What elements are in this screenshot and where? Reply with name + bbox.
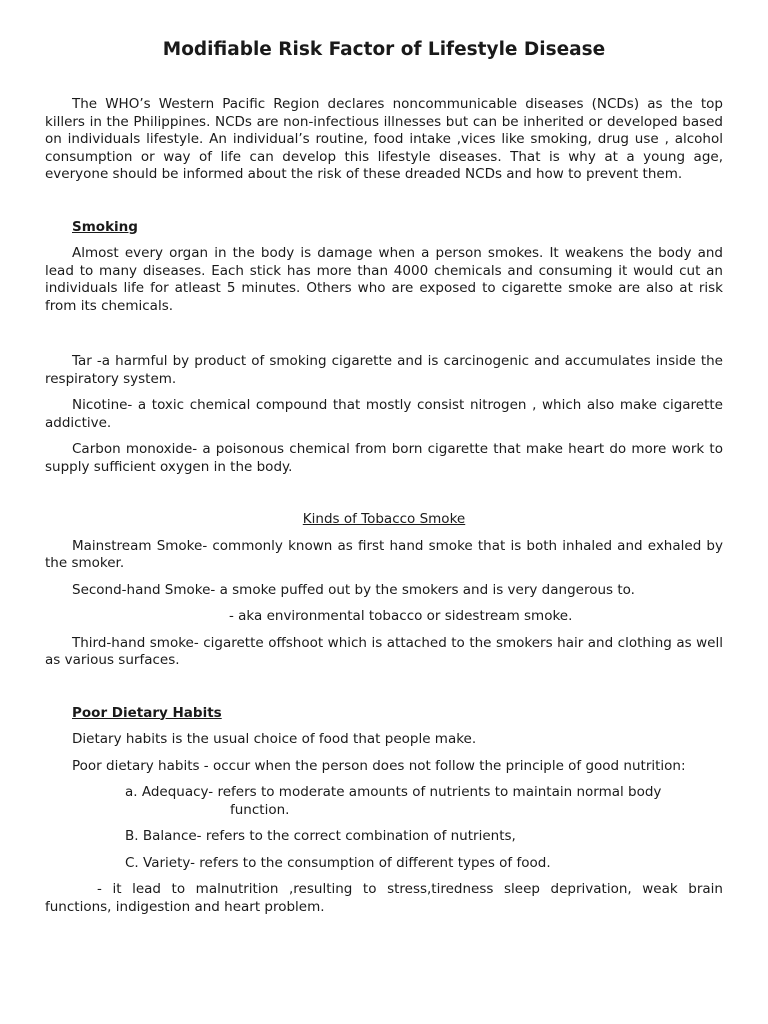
nicotine-paragraph: Nicotine- a toxic chemical compound that mostly consist nitrogen , which also make cigarette addictive.: [45, 397, 723, 431]
smoking-heading: Smoking: [72, 218, 138, 235]
page-title: Modifiable Risk Factor of Lifestyle Disease: [162, 39, 606, 60]
smoking-paragraph: Almost every organ in the body is damage when a person smokes. It weakens the body and lead to many diseases. Each stick has more than 4000 chemicals and consuming it would cut an individuals life for atleast 5 minutes. Others who are exposed to cigarette smoke are also at risk from its chemicals.: [45, 245, 723, 314]
adequacy-text: a. Adequacy- refers to moderate amounts of nutrients to maintain normal body: [125, 784, 662, 800]
poor-dietary-habits-paragraph: Poor dietary habits - occur when the person does not follow the principle of good nutrition:: [72, 757, 686, 774]
mainstream-smoke-paragraph: Mainstream Smoke- commonly known as first hand smoke that is both inhaled and exhaled by the smoker.: [45, 537, 723, 571]
sidestream-note: - aka environmental tobacco or sidestream smoke.: [229, 608, 573, 624]
diet-heading: Poor Dietary Habits: [72, 704, 222, 721]
tar-paragraph: Tar -a harmful by product of smoking cigarette and is carcinogenic and accumulates inside the respiratory system.: [45, 353, 723, 387]
list-item-variety: C. Variety- refers to the consumption of different types of food.: [125, 854, 551, 871]
second-hand-smoke-paragraph: Second-hand Smoke- a smoke puffed out by the smokers and is very dangerous to.: [72, 581, 635, 598]
list-item-adequacy: [45, 784, 723, 819]
adequacy-text-continued: function.: [230, 801, 290, 818]
malnutrition-consequence: - it lead to malnutrition ,resulting to stress,tiredness sleep deprivation, weak brain functions, indigestion and heart problem.: [45, 881, 723, 915]
third-hand-smoke-paragraph: Third-hand smoke- cigarette offshoot which is attached to the smokers hair and clothing as well as various surfaces.: [45, 634, 723, 668]
list-item-balance: B. Balance- refers to the correct combination of nutrients,: [125, 828, 516, 844]
intro-paragraph: The WHO’s Western Pacific Region declares noncommunicable diseases (NCDs) as the top killers in the Philippines. NCDs are non-infectious illnesses but can be inherited or developed based on individuals lifestyle. An individual’s routine, food intake ,vices like smoking, drug use , alcohol consumption or way of life can develop this lifestyle diseases. That is why at a young age, everyone should be informed about the risk of these dreaded NCDs and how to prevent them.: [45, 96, 723, 182]
carbon-monoxide-paragraph: Carbon monoxide- a poisonous chemical from born cigarette that make heart do more work to supply sufficient oxygen in the body.: [45, 441, 723, 475]
dietary-habits-definition: Dietary habits is the usual choice of food that people make.: [72, 731, 477, 747]
tobacco-smoke-heading: Kinds of Tobacco Smoke: [302, 511, 466, 527]
